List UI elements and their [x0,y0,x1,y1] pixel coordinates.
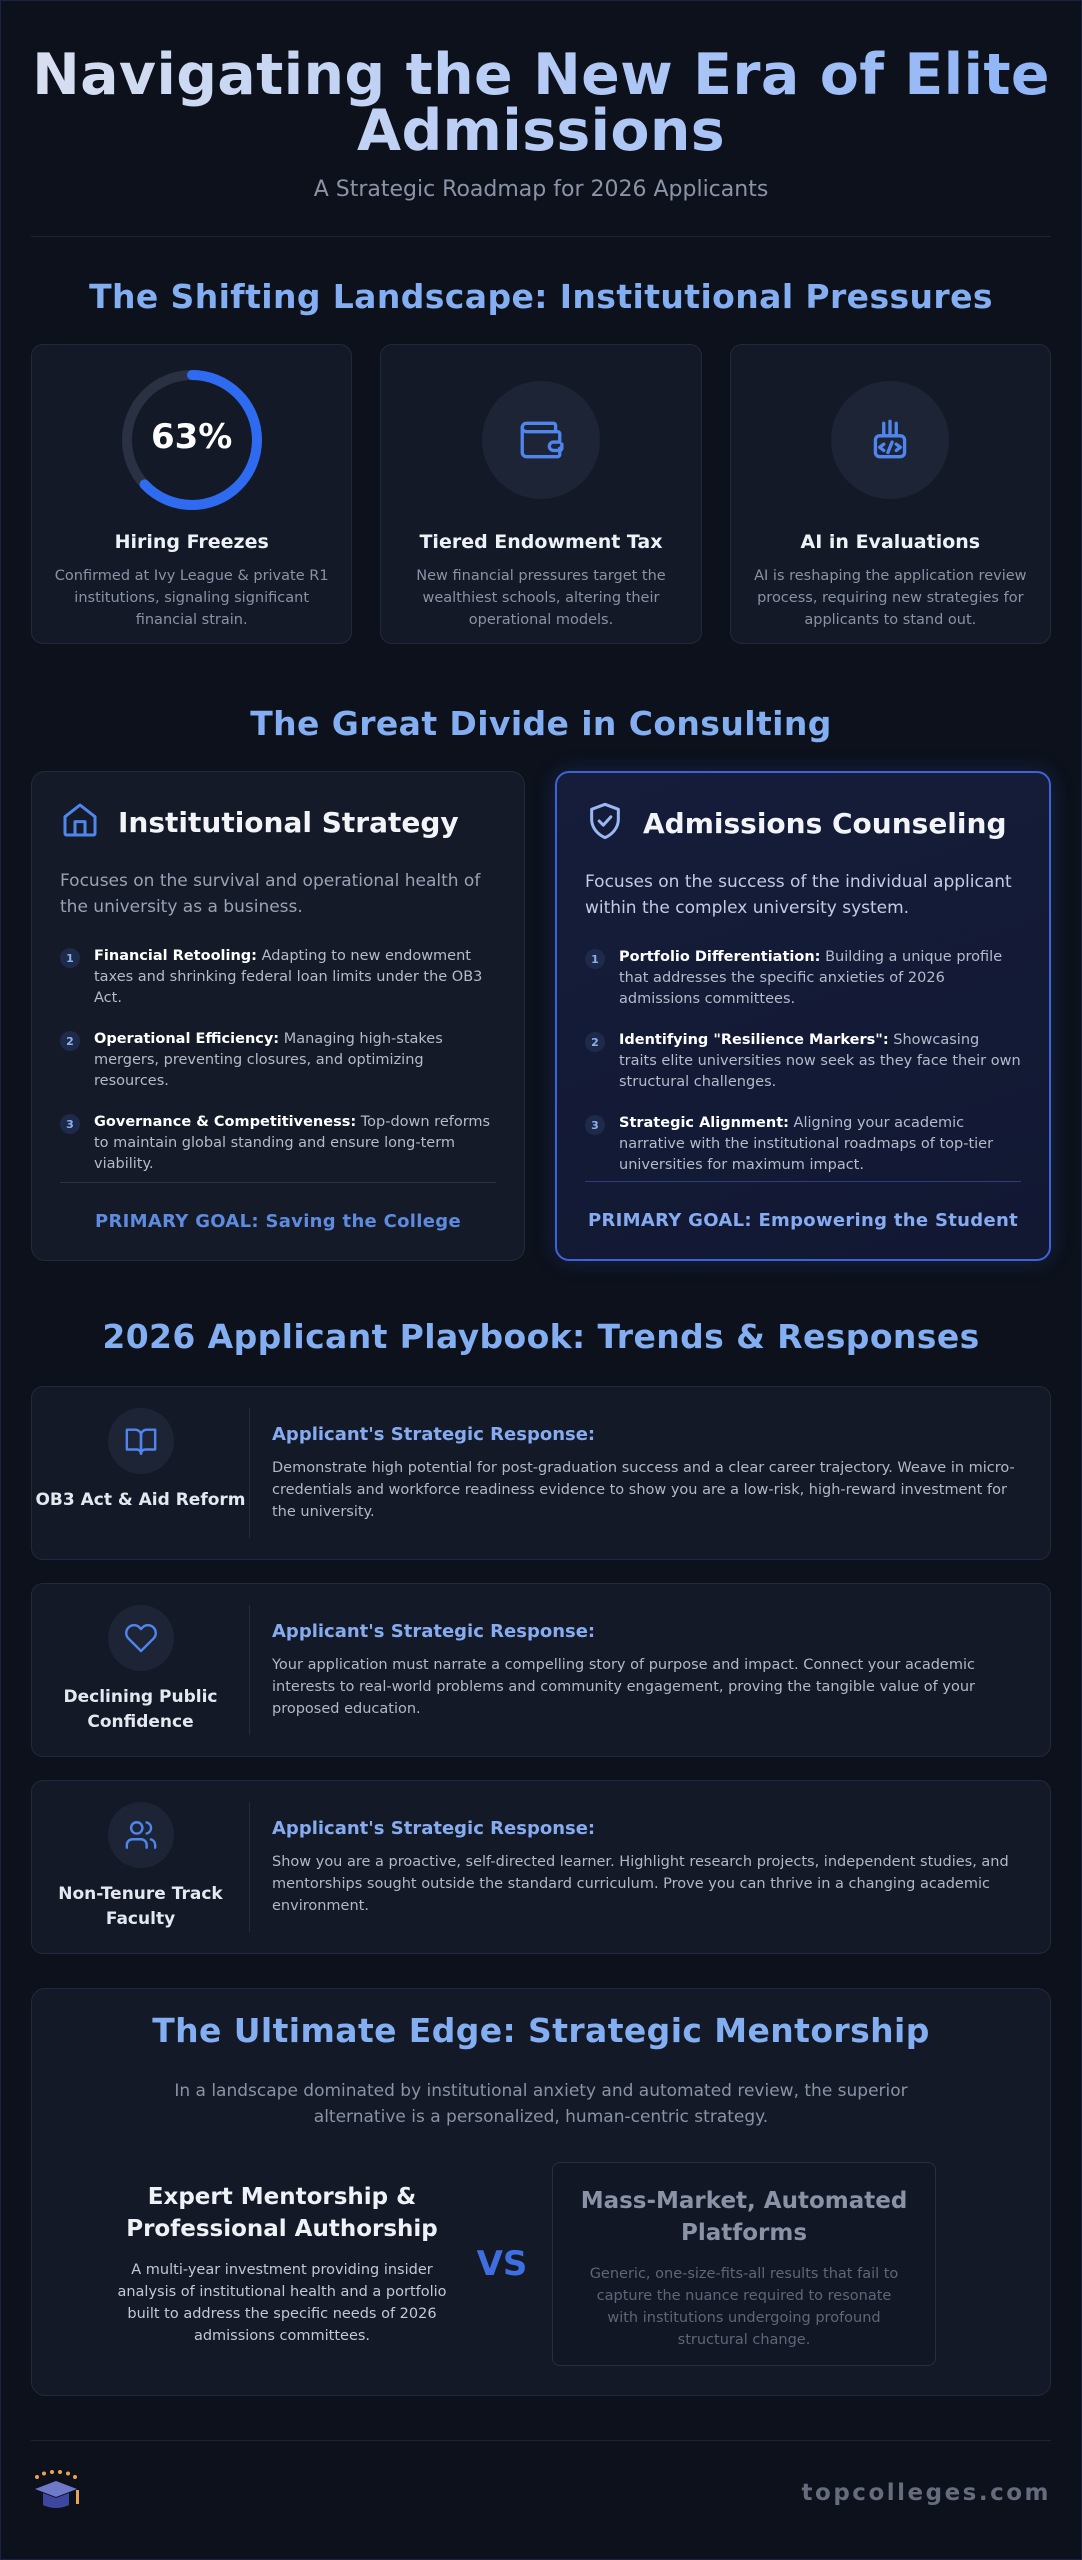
stat-text: Confirmed at Ivy League & private R1 institutions, signaling significant financial strain. [54,568,329,628]
card-title: Admissions Counseling [643,806,1007,840]
list-item [585,947,1021,1010]
item-text: Top-down reforms to maintain global standing and ensure long-term viability. [94,1114,491,1172]
page-subtitle: A Strategic Roadmap for 2026 Applicants [313,177,769,202]
playbook-row-faculty [31,1780,1051,1954]
item-number: 2 [60,1031,80,1051]
item-text: Adapting to new endowment taxes and shrinking federal loan limits under the OB3 Act. [94,948,483,1006]
strategy-list [60,946,496,1175]
page-title: Navigating the New Era of Elite Admissions [32,42,1050,164]
trend-label: Declining Public Confidence [63,1687,218,1732]
response-heading: Applicant's Strategic Response: [272,1423,596,1445]
counseling-list [585,947,1021,1176]
primary-goal: PRIMARY GOAL: Empowering the Student [585,1181,1021,1259]
users-icon [108,1802,174,1868]
home-icon [60,800,100,844]
stat-title: AI in Evaluations [800,531,981,553]
card-title: Institutional Strategy [118,805,459,839]
item-heading: Identifying "Resilience Markers": [619,1032,889,1048]
response-text: Show you are a proactive, self-directed learner. Highlight research projects, independent studies, and mentorships sought outside the standard curriculum. Prove you can thrive in a changing academic environment. [272,1853,1009,1914]
comparison [32,2162,1050,2366]
response-heading: Applicant's Strategic Response: [272,1817,596,1839]
playbook-list [31,1386,1051,1954]
card-intro: Focuses on the survival and operational health of the university as a business. [60,871,481,917]
item-number: 1 [60,948,80,968]
response-text: Your application must narrate a compelling story of purpose and impact. Connect your academic interests to real-world problems and community engagement, proving the tangible value of your proposed education. [272,1656,975,1717]
ai-chip-icon [831,381,949,499]
item-number: 2 [585,1032,605,1052]
footer [31,2441,1051,2545]
stat-card-endowment-tax [380,344,701,644]
trend-label: Non-Tenure Track Faculty [58,1884,223,1929]
header-divider [31,236,1051,237]
response-heading: Applicant's Strategic Response: [272,1620,596,1642]
item-text: Building a unique profile that addresses the specific anxieties of 2026 admissions committees. [619,949,1003,1007]
item-number: 1 [585,949,605,969]
item-text: Showcasing traits elite universities now seek as they face their own structural challenges. [619,1032,1021,1090]
consulting-divide [31,771,1051,1261]
edge-title: The Ultimate Edge: Strategic Mentorship [152,2011,930,2050]
admissions-counseling-card [555,771,1051,1261]
list-item [585,1113,1021,1176]
option-automated-platforms [552,2162,936,2366]
primary-goal: PRIMARY GOAL: Saving the College [60,1182,496,1260]
card-header [585,801,1021,845]
option-text: Generic, one-size-fits-all results that fail to capture the nuance required to resonate with institutions undergoing profound structural change. [589,2266,899,2348]
item-text: Managing high-stakes mergers, preventing closures, and optimizing resources. [94,1031,443,1089]
playbook-row-public-confidence [31,1583,1051,1757]
stat-title: Hiring Freezes [114,531,269,553]
item-heading: Portfolio Differentiation: [619,949,821,965]
item-number: 3 [60,1114,80,1134]
shield-check-icon [585,801,625,845]
brand-name[interactable]: topcolleges.com [801,2480,1051,2506]
card-header [60,800,496,844]
progress-ring [119,367,265,513]
stat-text: AI is reshaping the application review process, requiring new strategies for applicants to stand out. [754,568,1027,628]
stat-card-hiring-freezes [31,344,352,644]
book-icon [108,1408,174,1474]
item-heading: Governance & Competitiveness: [94,1114,357,1130]
option-title: Mass-Market, Automated Platforms [580,2188,908,2246]
heart-icon [108,1605,174,1671]
vs-label: VS [476,2244,528,2284]
stat-percent: 63% [150,417,233,457]
item-heading: Operational Efficiency: [94,1031,280,1047]
option-text: A multi-year investment providing insider analysis of institutional health and a portfolio built to address the specific needs of 2026 admissions committees. [117,2262,447,2344]
pressure-stats [31,344,1051,644]
strategic-mentorship-panel [31,1988,1051,2396]
item-heading: Strategic Alignment: [619,1115,789,1131]
item-number: 3 [585,1115,605,1135]
stat-title: Tiered Endowment Tax [419,531,663,553]
card-intro: Focuses on the success of the individual applicant within the complex university system. [585,872,1012,918]
option-expert-mentorship [112,2181,452,2347]
trend-label: OB3 Act & Aid Reform [35,1490,246,1510]
divide-title: The Great Divide in Consulting [250,704,832,743]
landscape-title: The Shifting Landscape: Institutional Pressures [89,277,993,316]
playbook-title: 2026 Applicant Playbook: Trends & Responses [102,1317,980,1356]
item-heading: Financial Retooling: [94,948,257,964]
list-item [60,1029,496,1092]
option-title: Expert Mentorship & Professional Authorship [126,2184,438,2242]
list-item [60,1112,496,1175]
institutional-strategy-card [31,771,525,1261]
hero-header [31,1,1051,202]
stat-text: New financial pressures target the wealthiest schools, altering their operational models. [416,568,666,628]
item-text: Aligning your academic narrative with the institutional roadmaps of top-tier universities for maximum impact. [619,1115,994,1173]
list-item [585,1030,1021,1093]
list-item [60,946,496,1009]
graduation-cap-icon [31,2469,85,2517]
wallet-icon [482,381,600,499]
response-text: Demonstrate high potential for post-graduation success and a clear career trajectory. Weave in micro-credentials and workforce readiness evidence to show you are a low-risk, high-reward investment for the university. [272,1459,1015,1520]
stat-card-ai-evaluations [730,344,1051,644]
playbook-row-ob3 [31,1386,1051,1560]
edge-intro: In a landscape dominated by institutional anxiety and automated review, the superior alternative is a personalized, human-centric strategy. [174,2081,908,2127]
